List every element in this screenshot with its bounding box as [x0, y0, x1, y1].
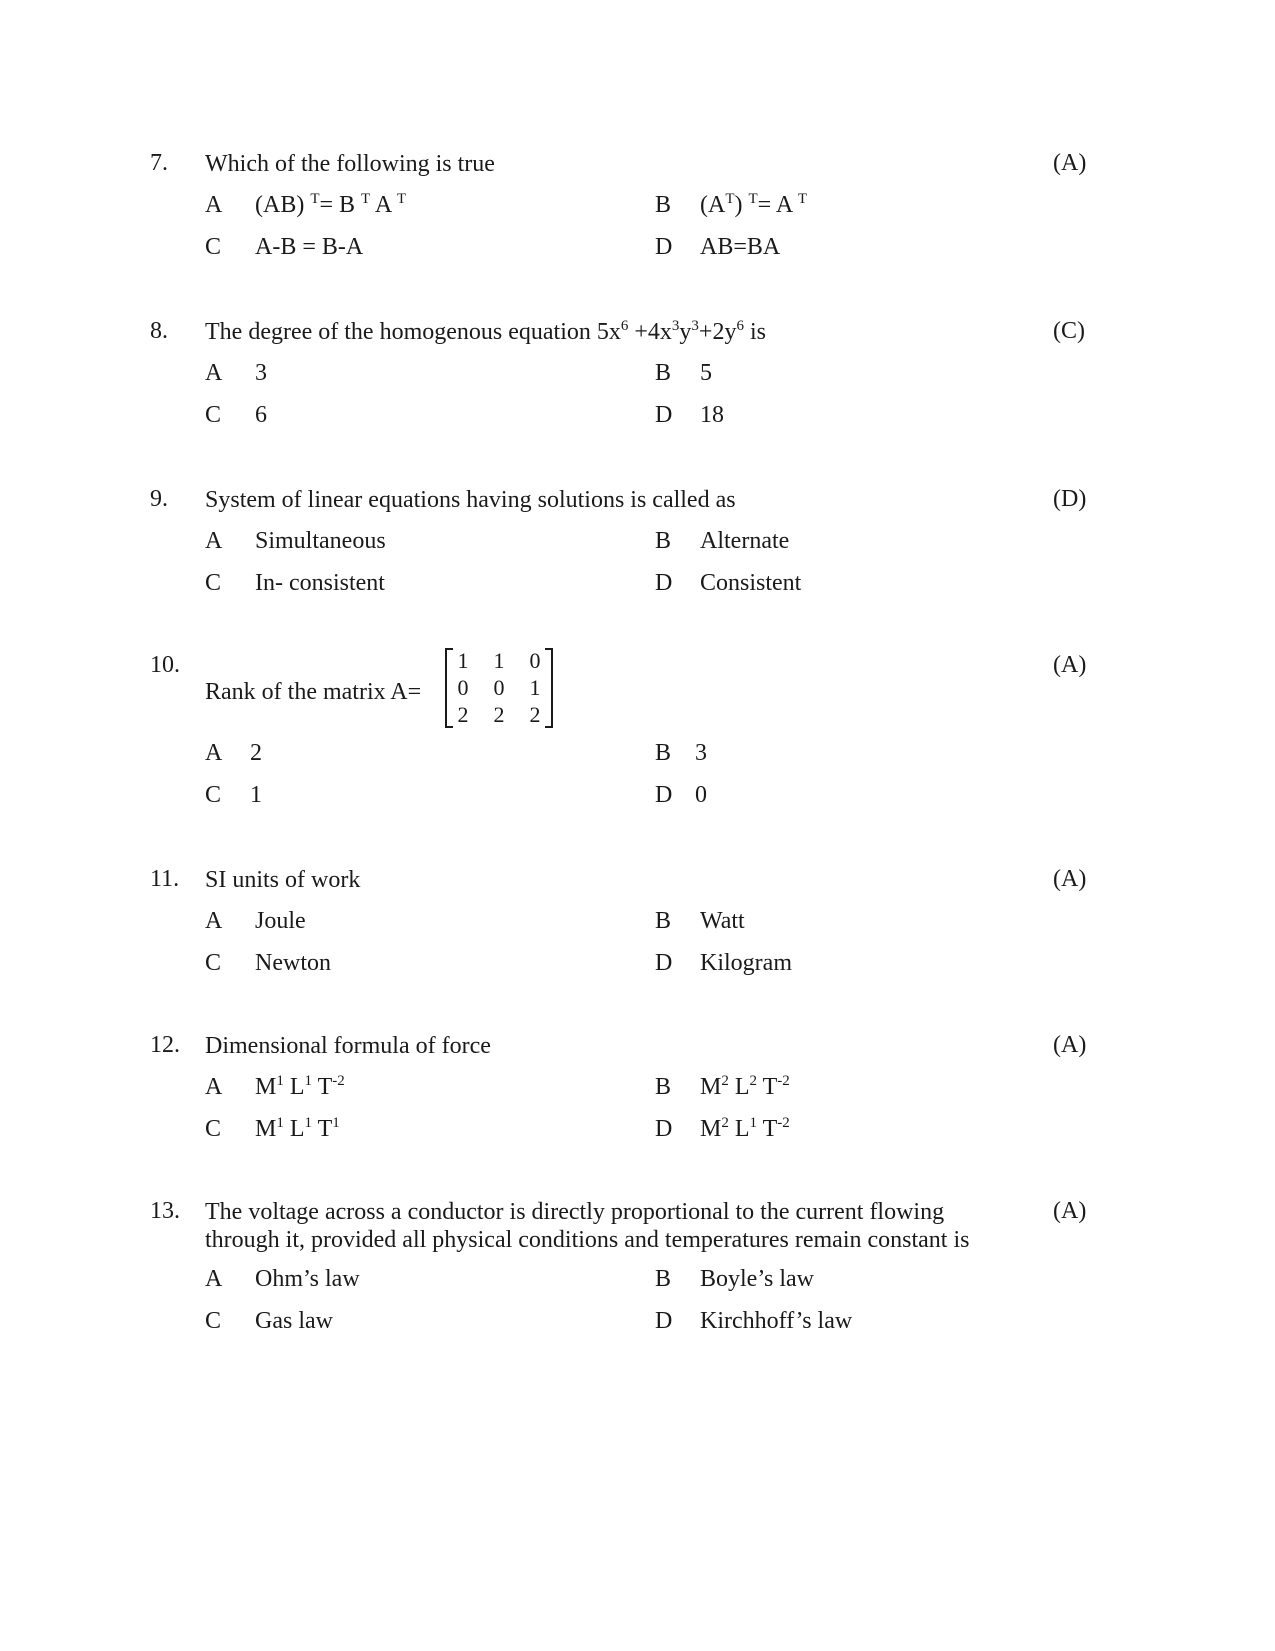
option-letter: C	[205, 950, 222, 976]
option-letter: A	[205, 1266, 223, 1292]
option-letter: B	[655, 1266, 672, 1292]
option-letter: A	[205, 740, 223, 766]
option-text: $M^1$ $L^1$ $T^{-2}$	[255, 1073, 345, 1100]
option-letter: C	[205, 402, 222, 428]
matrix-cell: 1	[457, 648, 469, 673]
option-text: Boyle’s law	[700, 1266, 814, 1292]
matrix-cell: 2	[529, 702, 541, 727]
question-text: SI units of work	[205, 867, 361, 893]
answer-key: (D)	[1053, 486, 1087, 512]
option-text: 3	[695, 740, 707, 766]
option-text: (AB) $^T$= B $^T$ A $^T$	[255, 191, 407, 218]
option-text: Joule	[255, 908, 306, 934]
matrix-cell: 0	[493, 675, 505, 700]
option-letter: D	[655, 234, 673, 260]
option-text: 3	[255, 360, 267, 386]
option-letter: C	[205, 570, 222, 596]
option-text: A-B = B-A	[255, 234, 364, 260]
left-bracket	[445, 648, 453, 728]
question-text: Which of the following is true	[205, 151, 495, 177]
option-letter: D	[655, 570, 673, 596]
option-text: Ohm’s law	[255, 1266, 360, 1292]
option-letter: B	[655, 360, 672, 386]
question-text: Dimensional formula of force	[205, 1033, 491, 1059]
option-text: $M^2$ $L^1$ $T^{-2}$	[700, 1115, 790, 1142]
question-number: 13.	[150, 1198, 180, 1224]
option-text: 0	[695, 782, 707, 808]
option-text: Watt	[700, 908, 745, 934]
question-text: The voltage across a conductor is directly proportional to the current flowing through it, provided all physical conditions and temperatures remain constant is	[205, 1199, 970, 1253]
option-text: Alternate	[700, 528, 790, 554]
option-letter: A	[205, 908, 223, 934]
option-text: AB=BA	[700, 234, 781, 260]
option-text: 6	[255, 402, 267, 428]
option-letter: A	[205, 192, 223, 218]
option-letter: B	[655, 740, 672, 766]
option-letter: B	[655, 908, 672, 934]
option-letter: C	[205, 1116, 222, 1142]
matrix-cell: 2	[493, 702, 505, 727]
option-letter: D	[655, 402, 673, 428]
question-text: The degree of the homogenous equation $5x^6 +4x^3y^3+2y^6$ is	[205, 318, 766, 345]
question-number: 9.	[150, 486, 168, 512]
option-letter: D	[655, 1308, 673, 1334]
option-text: Simultaneous	[255, 528, 386, 554]
question-text: Rank of the matrix A=	[205, 679, 422, 705]
option-letter: D	[655, 1116, 673, 1142]
option-letter: A	[205, 528, 223, 554]
option-text: Kilogram	[700, 950, 792, 976]
right-bracket	[545, 648, 553, 728]
matrix-cell: 0	[457, 675, 469, 700]
question-text: System of linear equations having solutions is called as	[205, 487, 736, 513]
answer-key: (A)	[1053, 1032, 1087, 1058]
answer-key: (C)	[1053, 318, 1085, 344]
option-letter: D	[655, 950, 673, 976]
question-number: 12.	[150, 1032, 180, 1058]
option-text: $(A^T)$ $^T$= A $^T$	[700, 191, 808, 218]
option-letter: B	[655, 192, 672, 218]
option-text: 2	[250, 740, 262, 766]
option-letter: B	[655, 528, 672, 554]
option-text: In- consistent	[255, 570, 385, 596]
option-letter: A	[205, 1074, 223, 1100]
answer-key: (A)	[1053, 866, 1087, 892]
option-letter: C	[205, 782, 222, 808]
answer-key: (A)	[1053, 1198, 1087, 1224]
answer-key: (A)	[1053, 150, 1087, 176]
option-text: 18	[700, 402, 724, 428]
option-letter: C	[205, 234, 222, 260]
option-text: 5	[700, 360, 712, 386]
question-number: 10.	[150, 652, 180, 678]
matrix-cell: 0	[529, 648, 541, 673]
question-number: 8.	[150, 318, 168, 344]
question-number: 11.	[150, 866, 180, 892]
matrix-cell: 1	[493, 648, 505, 673]
matrix-cell: 1	[529, 675, 541, 700]
option-letter: B	[655, 1074, 672, 1100]
option-letter: A	[205, 360, 223, 386]
question-number: 7.	[150, 150, 168, 176]
option-letter: C	[205, 1308, 222, 1334]
option-text: Consistent	[700, 570, 802, 596]
option-text: Newton	[255, 950, 331, 976]
answer-key: (A)	[1053, 652, 1087, 678]
option-text: $M^2$ $L^2$ $T^{-2}$	[700, 1073, 790, 1100]
option-text: Kirchhoff’s law	[700, 1308, 853, 1334]
option-letter: D	[655, 782, 673, 808]
matrix-a	[445, 648, 553, 726]
option-text: 1	[250, 782, 262, 808]
option-text: $M^1$ $L^1$ $T^1$	[255, 1115, 340, 1142]
option-text: Gas law	[255, 1308, 333, 1334]
matrix-cell: 2	[457, 702, 469, 727]
